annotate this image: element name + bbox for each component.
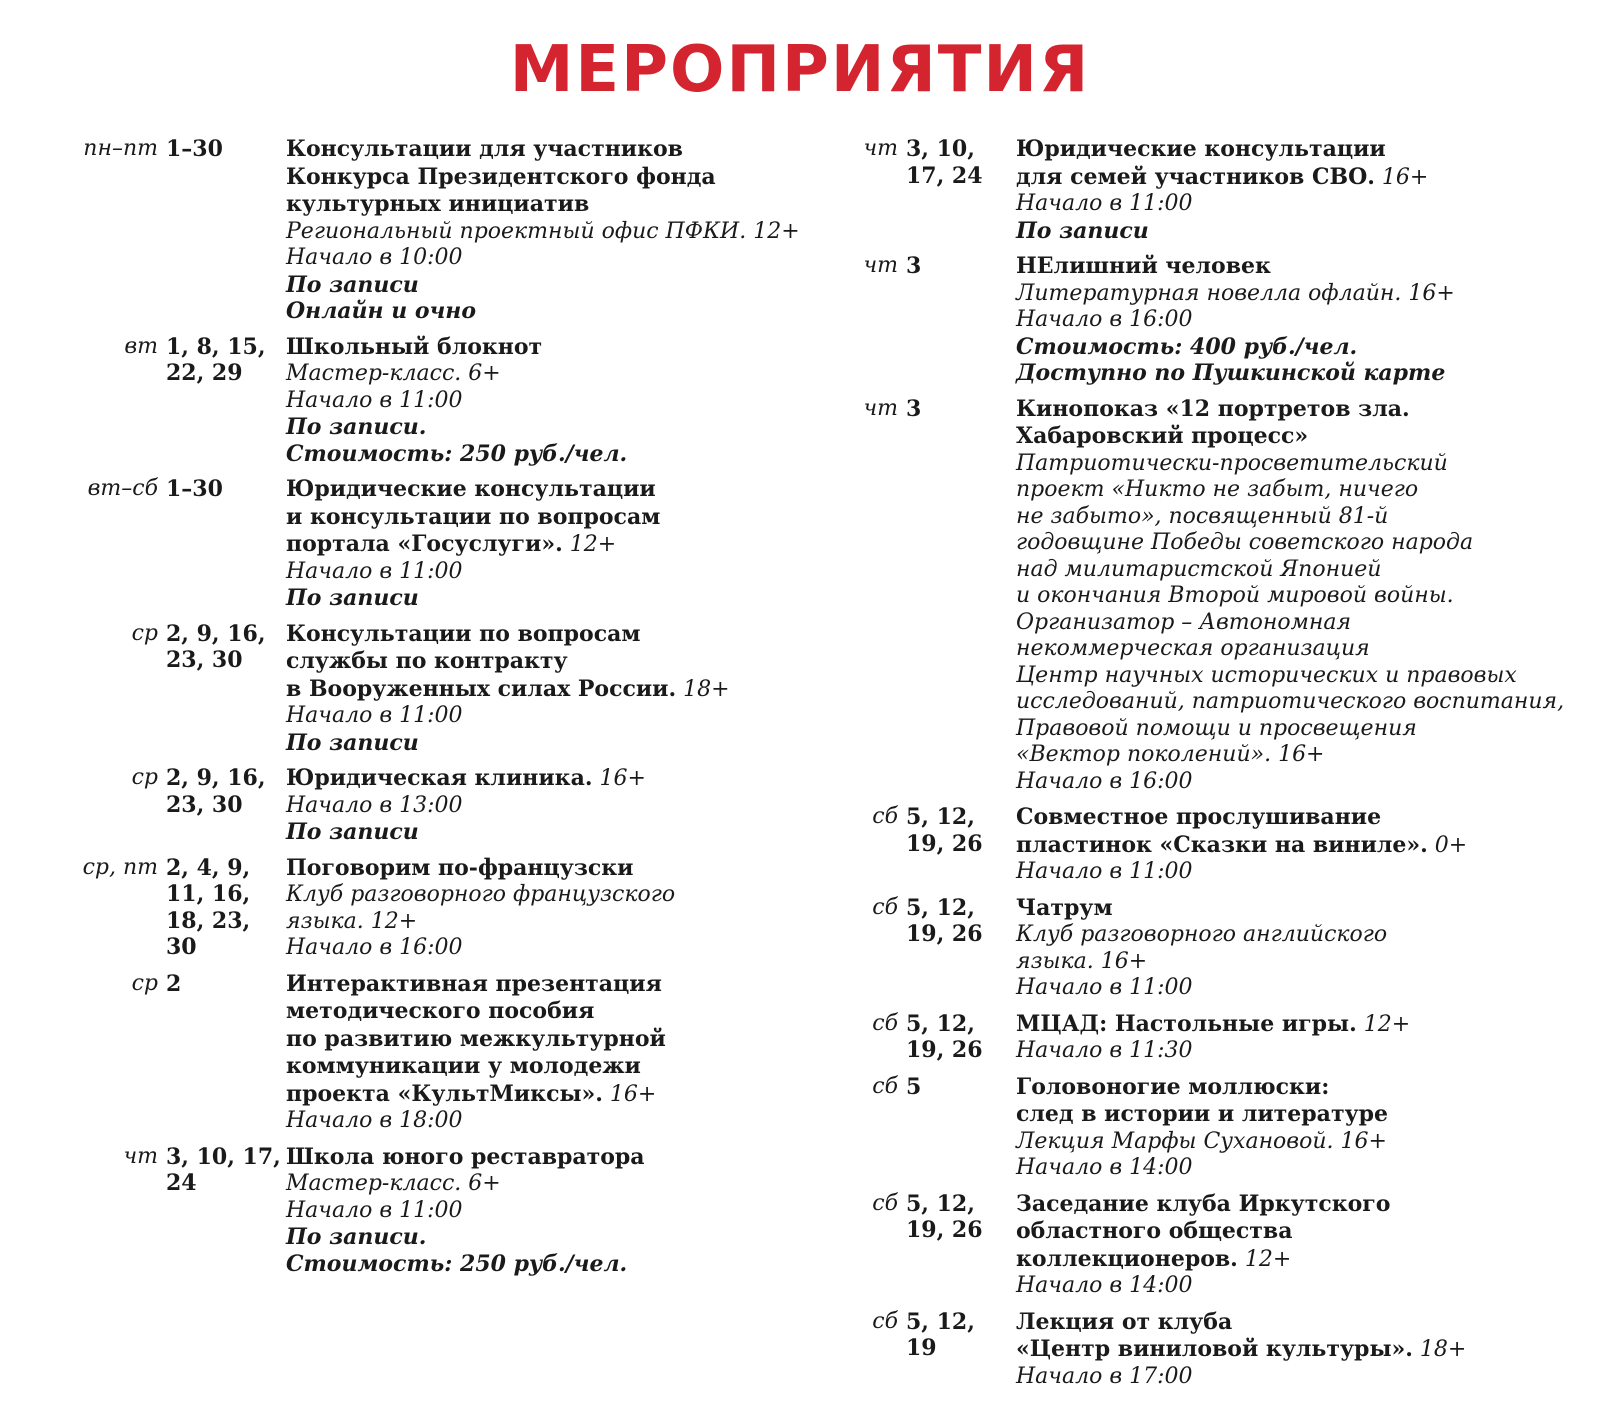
event-weekday: сб	[872, 894, 898, 920]
event-dates: 3, 10, 17, 24	[906, 136, 983, 189]
event-start-time: Начало в 14:00	[1016, 1273, 1193, 1298]
event-item	[0, 1144, 800, 1278]
event-info	[1016, 136, 1600, 244]
event-weekday: сб	[872, 1073, 898, 1099]
event-weekday: чт	[863, 253, 898, 278]
event-dates: 5, 12, 19, 26	[906, 894, 983, 947]
event-age: 16+	[602, 1081, 657, 1107]
event-description: Клуб разговорного французского языка. 12+	[286, 882, 676, 934]
events-column-right	[860, 136, 1600, 1399]
event-info	[286, 621, 800, 757]
event-start-time: Начало в 11:00	[286, 558, 463, 584]
event-weekday: чт	[123, 1143, 158, 1169]
event-note: По записи	[286, 729, 419, 756]
event-description: Лекция Марфы Сухановой. 16+	[1016, 1128, 1387, 1154]
event-dates: 2, 4, 9, 11, 16, 18, 23, 30	[166, 854, 251, 960]
event-note: Стоимость: 250 руб./чел.	[286, 440, 628, 467]
event-description: Литературная новелла офлайн. 16+	[1016, 280, 1455, 306]
event-title: Юридическая клиника.	[286, 765, 593, 791]
event-item	[860, 895, 1600, 1002]
event-title: Лекция от клуба «Центр виниловой культуры».	[1016, 1308, 1413, 1362]
event-note: По записи.	[286, 1224, 427, 1250]
event-info	[1016, 1074, 1600, 1182]
event-title: Консультации для участников Конкурса Президентского фонда культурных инициатив	[286, 136, 716, 217]
event-start-time: Начало в 18:00	[286, 1108, 463, 1133]
event-weekday: ср	[131, 970, 158, 996]
event-info	[1016, 895, 1600, 1002]
event-info	[1016, 253, 1600, 387]
event-description: Мастер-класс. 6+	[286, 1171, 501, 1196]
event-info	[286, 334, 800, 468]
event-start-time: Начало в 16:00	[286, 935, 463, 960]
event-age: 12+	[1356, 1011, 1411, 1037]
event-weekday: чт	[863, 136, 898, 161]
event-weekday: чт	[863, 395, 898, 421]
event-start-time: Начало в 14:00	[1016, 1155, 1193, 1180]
event-start-time: Начало в 11:30	[1016, 1038, 1193, 1063]
event-age: 18+	[1412, 1337, 1467, 1362]
event-dates: 1–30	[166, 476, 223, 502]
event-weekday: ср, пт	[82, 854, 158, 880]
event-item	[860, 1074, 1600, 1182]
event-item	[0, 765, 800, 846]
event-description: Патриотически-просветительский проект «Никто не забыт, ничего не забыто», посвященный 81-й годовщине Победы советского народа над милитаристской Японией и окончания Второй мировой войны. Организатор – Автономная некоммерческая организация Центр научных исторических и правовых исследований, патриотического воспитания, Правовой помощи и просвещения «Вектор поколений». 16+	[1016, 450, 1565, 767]
event-note: Стоимость: 400 руб./чел.	[1016, 333, 1358, 360]
event-item	[0, 136, 800, 325]
event-item	[0, 476, 800, 612]
event-age: 16+	[1374, 164, 1429, 190]
event-title: Головоногие моллюски: след в истории и литературе	[1016, 1073, 1389, 1127]
event-info	[286, 971, 800, 1135]
event-description: Мастер-класс. 6+	[286, 361, 501, 386]
event-note: По записи	[286, 819, 419, 845]
event-info	[1016, 1191, 1600, 1300]
event-description: Клуб разговорного английского языка. 16+	[1016, 922, 1388, 974]
event-note: Доступно по Пушкинской карте	[1016, 360, 1446, 386]
page-title: МЕРОПРИЯТИЯ	[509, 33, 1091, 107]
event-age: 18+	[676, 676, 730, 702]
event-item	[860, 1191, 1600, 1300]
event-item	[860, 804, 1600, 886]
event-title: Школьный блокнот	[286, 333, 543, 360]
event-dates: 1–30	[166, 136, 223, 162]
event-start-time: Начало в 11:00	[286, 1197, 463, 1223]
event-age: 16+	[592, 766, 646, 791]
event-title: Кинопоказ «12 портретов зла. Хабаровский процесс»	[1016, 395, 1410, 449]
event-title: Заседание клуба Иркутского областного общества коллекционеров.	[1016, 1190, 1391, 1272]
event-weekday: сб	[872, 1308, 898, 1334]
event-dates: 5, 12, 19	[906, 1308, 975, 1361]
event-note: Онлайн и очно	[286, 298, 477, 324]
event-age: 0+	[1427, 832, 1468, 858]
event-start-time: Начало в 11:00	[286, 703, 463, 728]
event-note: По записи.	[286, 414, 427, 440]
event-title: Совместное прослушивание пластинок «Сказки на виниле».	[1016, 804, 1428, 858]
event-note: По записи	[286, 585, 419, 611]
event-dates: 2	[166, 970, 182, 997]
event-dates: 5	[906, 1073, 922, 1100]
event-dates: 3, 10, 17, 24	[166, 1143, 281, 1196]
event-start-time: Начало в 11:00	[286, 387, 463, 413]
event-start-time: Начало в 17:00	[1016, 1363, 1193, 1389]
event-title: НЕлишний человек	[1016, 253, 1271, 279]
event-item	[0, 334, 800, 468]
event-dates: 2, 9, 16, 23, 30	[166, 765, 266, 818]
event-start-time: Начало в 16:00	[1016, 307, 1193, 332]
event-note: Стоимость: 250 руб./чел.	[286, 1250, 628, 1277]
event-title: МЦАД: Настольные игры.	[1016, 1010, 1357, 1037]
event-info	[1016, 1309, 1600, 1391]
event-title: Школа юного реставратора	[286, 1143, 645, 1170]
event-info	[286, 855, 800, 962]
event-note: По записи	[1016, 217, 1149, 244]
event-description: Региональный проектный офис ПФКИ. 12+	[286, 218, 800, 244]
event-age: 12+	[562, 532, 617, 557]
event-dates: 1, 8, 15, 22, 29	[166, 333, 266, 386]
event-start-time: Начало в 10:00	[286, 245, 463, 270]
event-title: Поговорим по-французски	[286, 854, 634, 881]
event-item	[860, 136, 1600, 244]
event-dates: 5, 12, 19, 26	[906, 1010, 983, 1063]
event-weekday: сб	[872, 1190, 898, 1216]
event-info	[1016, 1011, 1600, 1065]
event-note: По записи	[286, 271, 419, 298]
event-title: Юридические консультации для семей участников СВО.	[1016, 136, 1386, 190]
event-info	[1016, 804, 1600, 886]
event-dates: 5, 12, 19, 26	[906, 1190, 983, 1243]
event-weekday: пн–пт	[83, 136, 158, 161]
event-dates: 3	[906, 395, 922, 422]
event-dates: 2, 9, 16, 23, 30	[166, 620, 266, 673]
event-info	[1016, 396, 1600, 796]
event-start-time: Начало в 11:00	[1016, 859, 1193, 884]
event-item	[0, 971, 800, 1135]
event-weekday: вт–сб	[87, 476, 158, 501]
event-info	[286, 136, 800, 325]
event-item	[0, 855, 800, 962]
event-age: 12+	[1237, 1246, 1292, 1272]
event-info	[286, 476, 800, 612]
event-item	[860, 1011, 1600, 1065]
event-item	[860, 1309, 1600, 1391]
event-title: Консультации по вопросам службы по контракту в Вооруженных силах России.	[286, 620, 677, 702]
event-start-time: Начало в 11:00	[1016, 975, 1193, 1000]
event-weekday: сб	[872, 804, 898, 829]
events-column-left	[0, 136, 800, 1286]
event-dates: 3	[906, 253, 922, 279]
event-weekday: ср	[131, 765, 158, 790]
event-weekday: ср	[131, 620, 158, 646]
event-title: Юридические консультации и консультации по вопросам портала «Госуслуги».	[286, 476, 661, 557]
event-weekday: вт	[124, 333, 158, 359]
event-dates: 5, 12, 19, 26	[906, 804, 983, 857]
event-info	[286, 765, 800, 846]
event-info	[286, 1144, 800, 1278]
event-weekday: сб	[872, 1010, 898, 1036]
event-item	[860, 253, 1600, 387]
event-item	[0, 621, 800, 757]
event-item	[860, 396, 1600, 796]
event-title: Интерактивная презентация методического пособия по развитию межкультурной коммуникации у молодежи проекта «КультМиксы».	[286, 970, 666, 1107]
event-start-time: Начало в 16:00	[1016, 768, 1193, 794]
event-start-time: Начало в 13:00	[286, 792, 463, 818]
event-start-time: Начало в 11:00	[1016, 191, 1193, 216]
event-title: Чатрум	[1016, 894, 1113, 921]
